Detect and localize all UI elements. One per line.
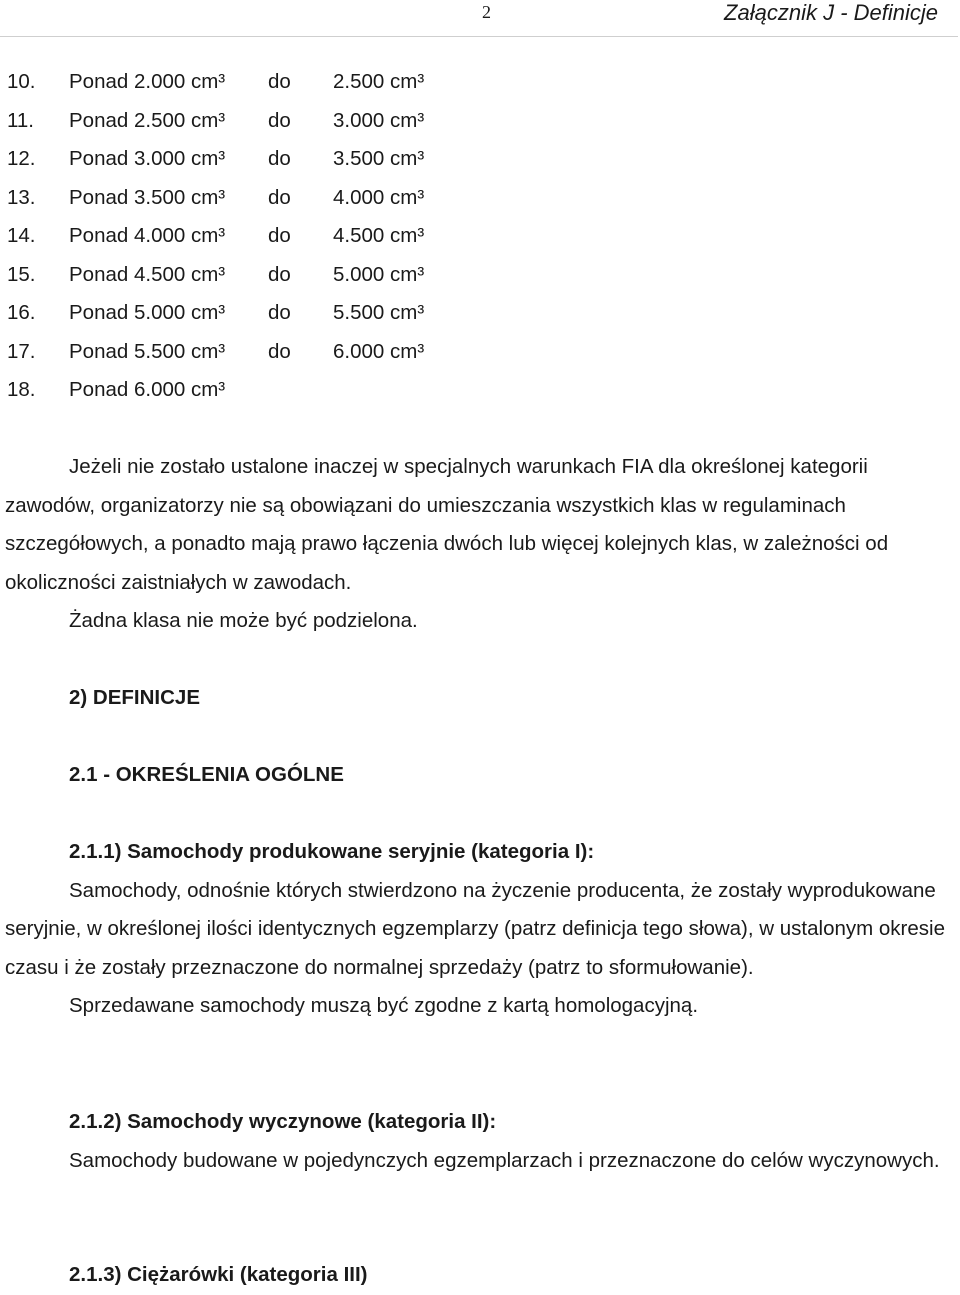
class-from: Ponad 5.500 cm³: [69, 339, 226, 363]
section-2-1-2: [5, 1103, 955, 1180]
class-number: 11.: [7, 108, 34, 132]
page-number: 2: [482, 2, 491, 22]
class-row: [0, 376, 960, 415]
engine-class-list: [0, 68, 960, 415]
section-2-1-2-heading: 2.1.2) Samochody wyczynowe (kategoria II):: [69, 1110, 497, 1133]
section-2-1-2-paragraph: Samochody budowane w pojedynczych egzemplarzach i przeznaczone do celów wyczynowych.: [69, 1148, 940, 1172]
class-number: 10.: [7, 70, 36, 93]
class-row: [0, 338, 960, 377]
intro-paragraph: Jeżeli nie zostało ustalone inaczej w specjalnych warunkach FIA dla określonej kategorii zawodów, organizatorzy nie są obowiązani do umieszczania wszystkich klas w regulaminach szczegółowych, a ponadto mają prawo łączenia dwóch lub więcej kolejnych klas, w zależności od okoliczności zaistniałych w zawodach.: [5, 455, 889, 594]
class-row: [0, 222, 960, 261]
class-row: [0, 107, 960, 146]
class-do: do: [268, 108, 291, 132]
section-2-1-1: [5, 833, 955, 1026]
subsection-heading-block: [5, 756, 955, 795]
section-2-1-1-heading: 2.1.1) Samochody produkowane seryjnie (kategoria I):: [69, 840, 595, 863]
class-from: Ponad 4.500 cm³: [69, 262, 226, 286]
section-2-1-3-heading: 2.1.3) Ciężarówki (kategoria III): [69, 1263, 368, 1286]
class-do: do: [268, 339, 291, 363]
class-number: 15.: [7, 262, 36, 286]
class-from: Ponad 3.000 cm³: [69, 147, 226, 170]
class-to: 2.500 cm³: [333, 70, 425, 93]
class-to: 4.500 cm³: [333, 224, 425, 247]
class-number: 18.: [7, 378, 36, 401]
class-from: Ponad 3.500 cm³: [69, 185, 226, 209]
section-2-1-1-paragraph: Samochody, odnośnie których stwierdzono na życzenie producenta, że zostały wyprodukowane seryjnie, w określonej ilości identycznych egzemplarzy (patrz definicja tego słowa), w ustalonym okresie czasu i że zostały przeznaczone do normalnej sprzedaży (patrz to sformułowanie).: [5, 878, 945, 979]
class-do: do: [268, 224, 291, 247]
intro-note: Żadna klasa nie może być podzielona.: [69, 609, 418, 632]
class-do: do: [268, 147, 291, 170]
class-number: 14.: [7, 224, 36, 247]
class-do: do: [268, 262, 291, 286]
class-row: [0, 261, 960, 300]
class-to: 3.000 cm³: [333, 108, 425, 132]
header-title: Załącznik J - Definicje: [724, 0, 938, 25]
class-number: 12.: [7, 147, 36, 170]
class-number: 17.: [7, 339, 36, 363]
class-from: Ponad 4.000 cm³: [69, 224, 226, 247]
section-heading-block: [5, 679, 955, 718]
subsection-heading: 2.1 - OKREŚLENIA OGÓLNE: [69, 763, 344, 786]
class-from: Ponad 5.000 cm³: [69, 301, 226, 324]
class-to: 4.000 cm³: [333, 185, 425, 209]
class-do: do: [268, 301, 291, 324]
section-2-1-1-note: Sprzedawane samochody muszą być zgodne z kartą homologacyjną.: [69, 994, 699, 1017]
class-row: [0, 145, 960, 184]
class-row: [0, 299, 960, 338]
class-to: 6.000 cm³: [333, 339, 425, 363]
class-to: 5.000 cm³: [333, 262, 425, 286]
class-number: 13.: [7, 185, 36, 209]
class-do: do: [268, 185, 291, 209]
section-heading: 2) DEFINICJE: [69, 686, 200, 709]
intro-block: [5, 448, 955, 641]
class-do: do: [268, 70, 291, 93]
class-from: Ponad 2.500 cm³: [69, 108, 226, 132]
class-to: 5.500 cm³: [333, 301, 425, 324]
header-rule: [0, 36, 958, 37]
class-to: 3.500 cm³: [333, 147, 425, 170]
class-row: [0, 184, 960, 223]
section-2-1-3: [5, 1256, 955, 1295]
class-number: 16.: [7, 301, 36, 324]
page-header: [0, 0, 960, 30]
class-from: Ponad 2.000 cm³: [69, 70, 226, 93]
class-row: [0, 68, 960, 107]
class-from: Ponad 6.000 cm³: [69, 378, 226, 401]
